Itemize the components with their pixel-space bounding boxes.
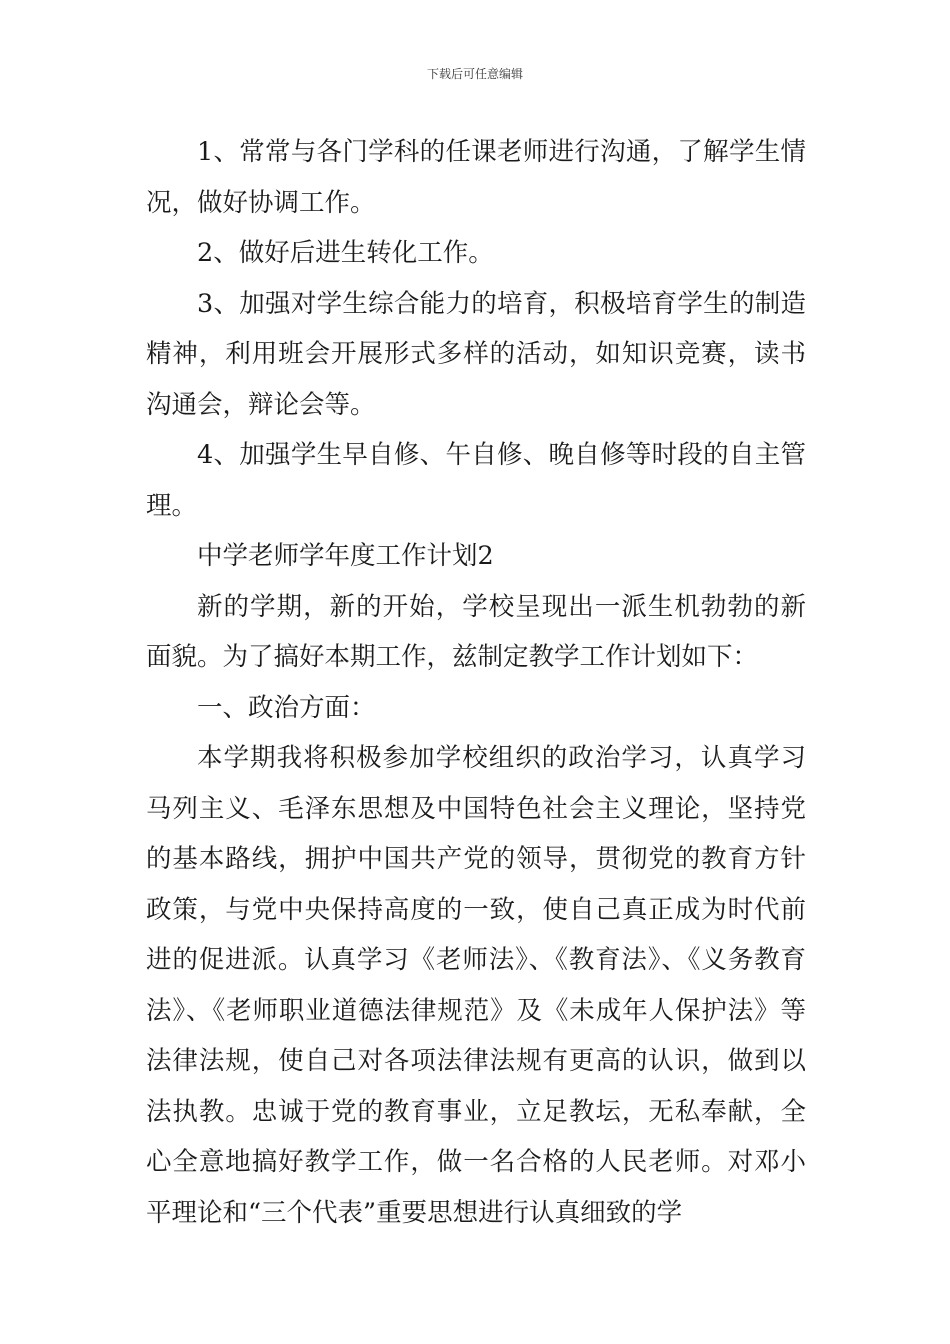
paragraph-item-4: 4、加强学生早自修、午自修、晚自修等时段的自主管理。 [146, 440, 806, 521]
page-header: 下载后可任意编辑 [426, 67, 523, 81]
paragraph-item-2: 2、做好后进生转化工作。 [197, 238, 494, 268]
document-body [146, 127, 806, 1238]
paragraph-politics: 本学期我将积极参加学校组织的政治学习，认真学习马列主义、毛泽东思想及中国特色社会主义理论，坚持党的基本路线，拥护中国共产党的领导，贯彻党的教育方针政策，与党中央保持高度的一致，使自己真正成为时代前进的促进派。认真学习《老师法》、《教育法》、《义务教育法》、《老师职业道德法律规范》及《未成年人保护法》等法律法规，使自己对各项法律法规有更高的认识，做到以法执教。忠诚于党的教育事业，立足教坛，无私奉献，全心全意地搞好教学工作，做一名合格的人民老师。对邓小平理论和“三个代表”重要思想进行认真细致的学 [146, 743, 806, 1228]
paragraph-item-1: 1、常常与各门学科的任课老师进行沟通，了解学生情况，做好协调工作。 [146, 137, 806, 218]
paragraph-item-3: 3、加强对学生综合能力的培育，积极培育学生的制造精神，利用班会开展形式多样的活动，如知识竞赛，读书沟通会，辩论会等。 [146, 288, 806, 420]
section-title: 中学老师学年度工作计划2 [197, 541, 494, 571]
section-heading-politics: 一、政治方面： [197, 692, 376, 723]
paragraph-intro: 新的学期，新的开始，学校呈现出一派生机勃勃的新面貌。为了搞好本期工作，兹制定教学工作计划如下： [146, 591, 806, 672]
